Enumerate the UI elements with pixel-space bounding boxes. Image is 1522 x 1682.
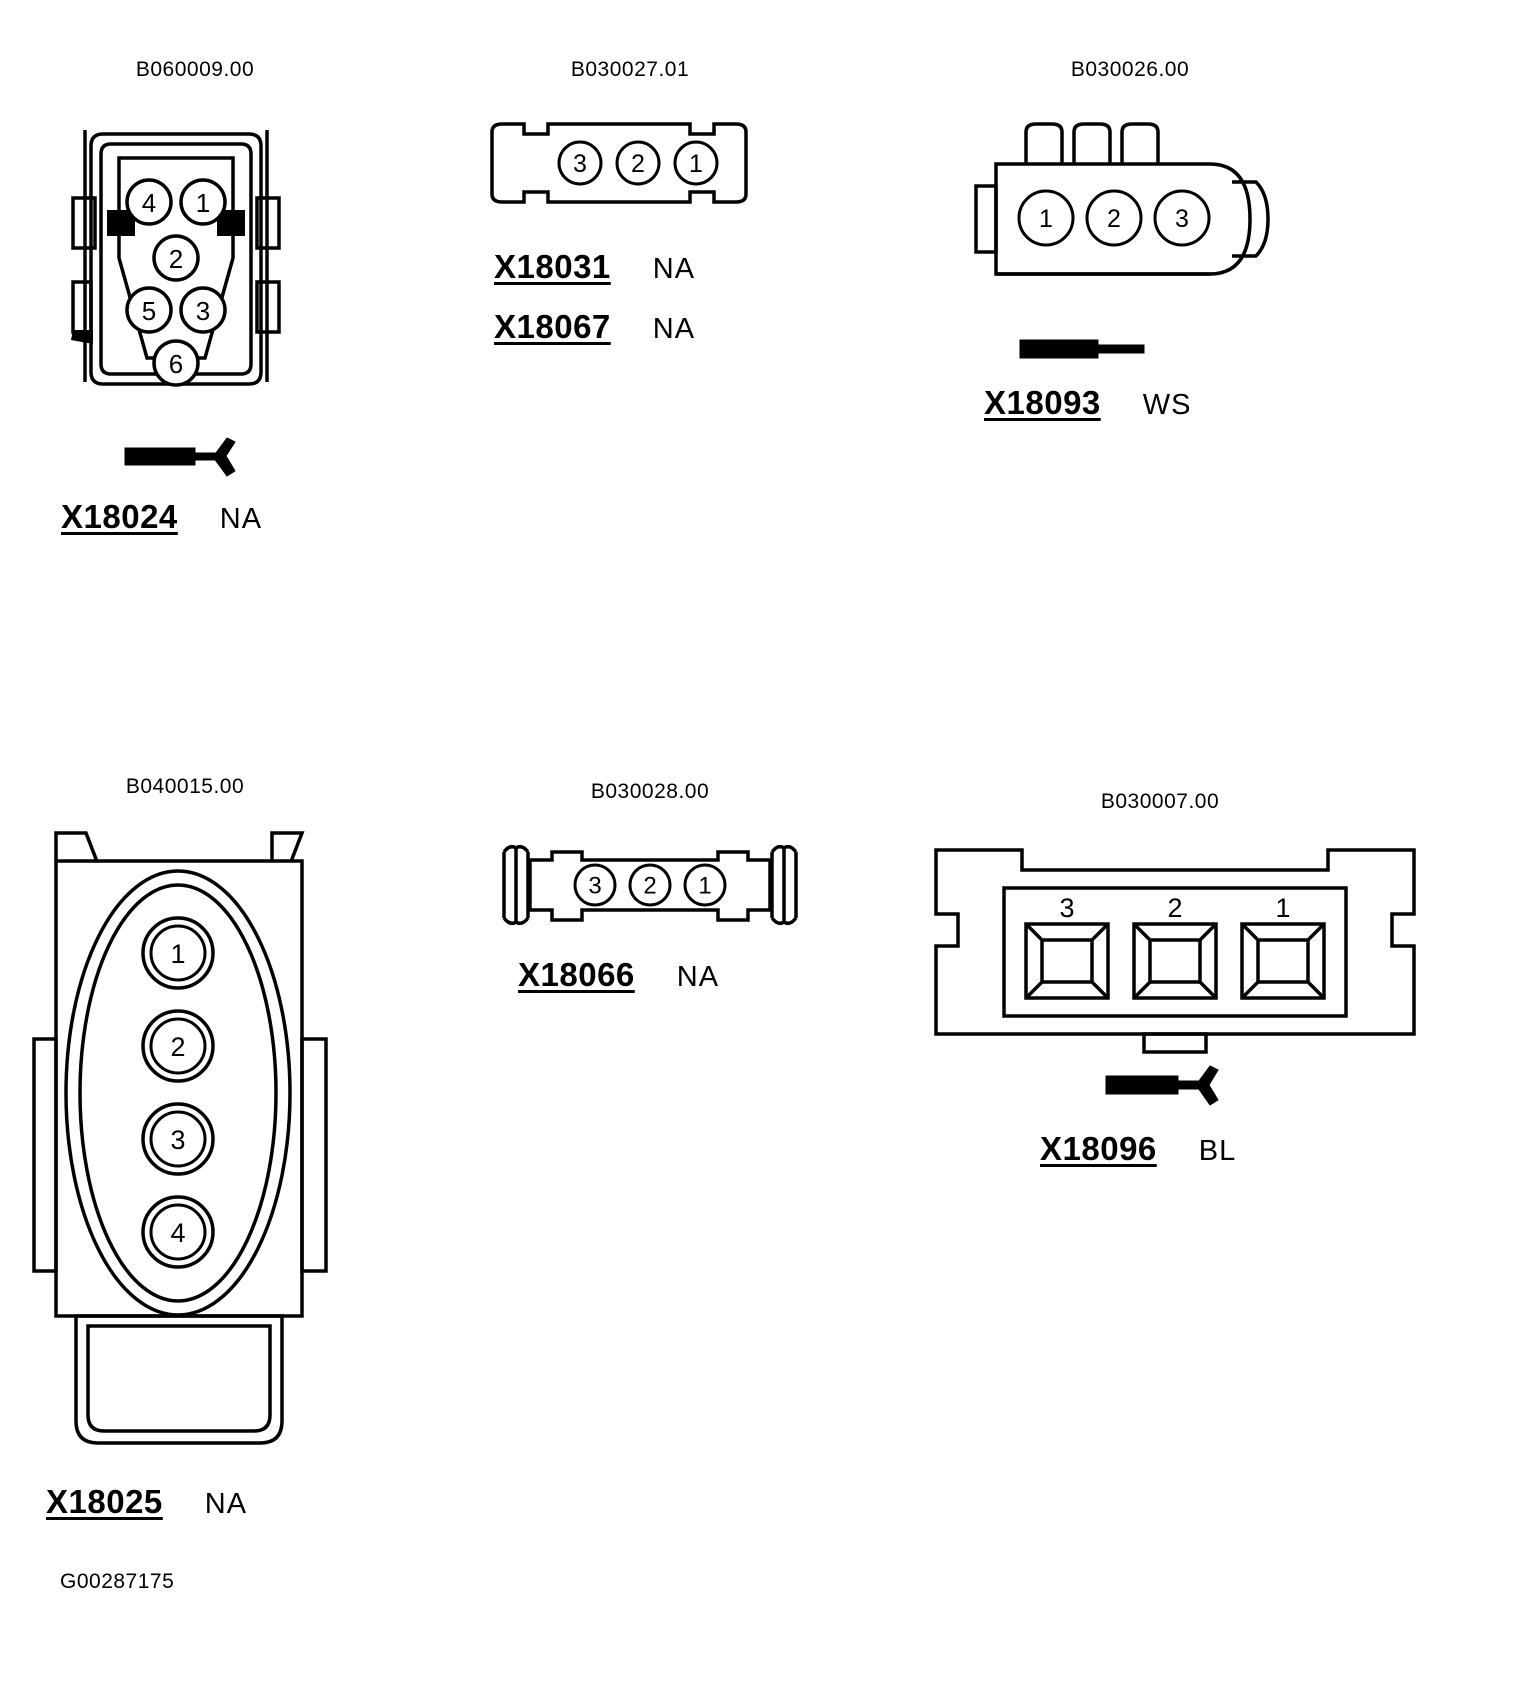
pin-number: 5: [141, 296, 157, 326]
part-code: B030007.00: [1100, 790, 1220, 813]
connector-id[interactable]: X18025: [46, 1483, 163, 1520]
connector-color-code: NA: [204, 1488, 248, 1520]
pin-number: 6: [168, 349, 184, 379]
connector-label-row: [494, 308, 790, 346]
connector-id[interactable]: X18093: [984, 384, 1101, 421]
connector-drawing-b060009: [45, 82, 345, 422]
connector-color-code: NA: [676, 961, 720, 993]
connector-id[interactable]: X18024: [61, 498, 178, 535]
connector-id[interactable]: X18031: [494, 248, 611, 285]
connector-id[interactable]: X18066: [518, 956, 635, 993]
connector-label-row: [46, 1483, 350, 1521]
pin-number: 4: [141, 188, 157, 218]
pin-number: 1: [698, 872, 712, 900]
pin-number: 3: [573, 150, 587, 178]
connector-label-row: [518, 956, 810, 994]
pin-number: 3: [1059, 893, 1075, 923]
pin-number: 3: [170, 1125, 186, 1155]
connector-color-code: NA: [652, 313, 696, 345]
pin-number: 2: [168, 244, 184, 274]
pin-number: 1: [1275, 893, 1291, 923]
connector-label-row: [494, 248, 790, 286]
terminal-icon: [45, 432, 345, 484]
part-code: B030028.00: [590, 780, 710, 803]
connector-color-code: NA: [652, 253, 696, 285]
pin-number: 1: [170, 939, 186, 969]
pin-number: 1: [195, 188, 211, 218]
pin-number: 2: [1107, 205, 1121, 233]
connector-id[interactable]: X18067: [494, 308, 611, 345]
connector-group-x18031: [470, 58, 790, 346]
connector-group-x18093: [960, 58, 1300, 422]
connector-color-code: BL: [1198, 1135, 1237, 1167]
pin-number: 4: [170, 1218, 186, 1248]
connector-color-code: WS: [1142, 389, 1192, 421]
pin-number: 3: [1175, 205, 1189, 233]
part-code: B060009.00: [135, 58, 255, 81]
pin-number: 2: [643, 872, 657, 900]
connector-group-x18096: [930, 790, 1420, 1168]
connector-group-x18025: [20, 775, 350, 1521]
connector-color-code: NA: [219, 503, 263, 535]
pin-number: 2: [170, 1032, 186, 1062]
figure-id: G00287175: [60, 1570, 175, 1593]
connector-group-x18024: [45, 58, 345, 536]
connector-label-row: [61, 498, 345, 536]
connector-label-row: [1040, 1130, 1420, 1168]
pin-number: 3: [588, 872, 602, 900]
terminal-icon: [930, 1060, 1420, 1116]
pin-number: 2: [631, 150, 645, 178]
connector-drawing-b030027: [470, 96, 790, 226]
pin-number: 1: [1039, 205, 1053, 233]
terminal-icon: [960, 328, 1300, 374]
part-code: B030026.00: [1070, 58, 1190, 81]
connector-drawing-b030026: [960, 94, 1300, 324]
connector-id[interactable]: X18096: [1040, 1130, 1157, 1167]
pin-number: 1: [689, 150, 703, 178]
part-code: B030027.01: [570, 58, 690, 81]
connector-drawing-b030028: [490, 820, 810, 940]
part-code: B040015.00: [125, 775, 245, 798]
connector-drawing-b030007: [930, 826, 1420, 1056]
pin-number: 2: [1167, 893, 1183, 923]
pin-number: 3: [195, 296, 211, 326]
connector-drawing-b040015: [20, 811, 350, 1471]
connector-group-x18066: [490, 780, 810, 994]
connector-label-row: [984, 384, 1300, 422]
